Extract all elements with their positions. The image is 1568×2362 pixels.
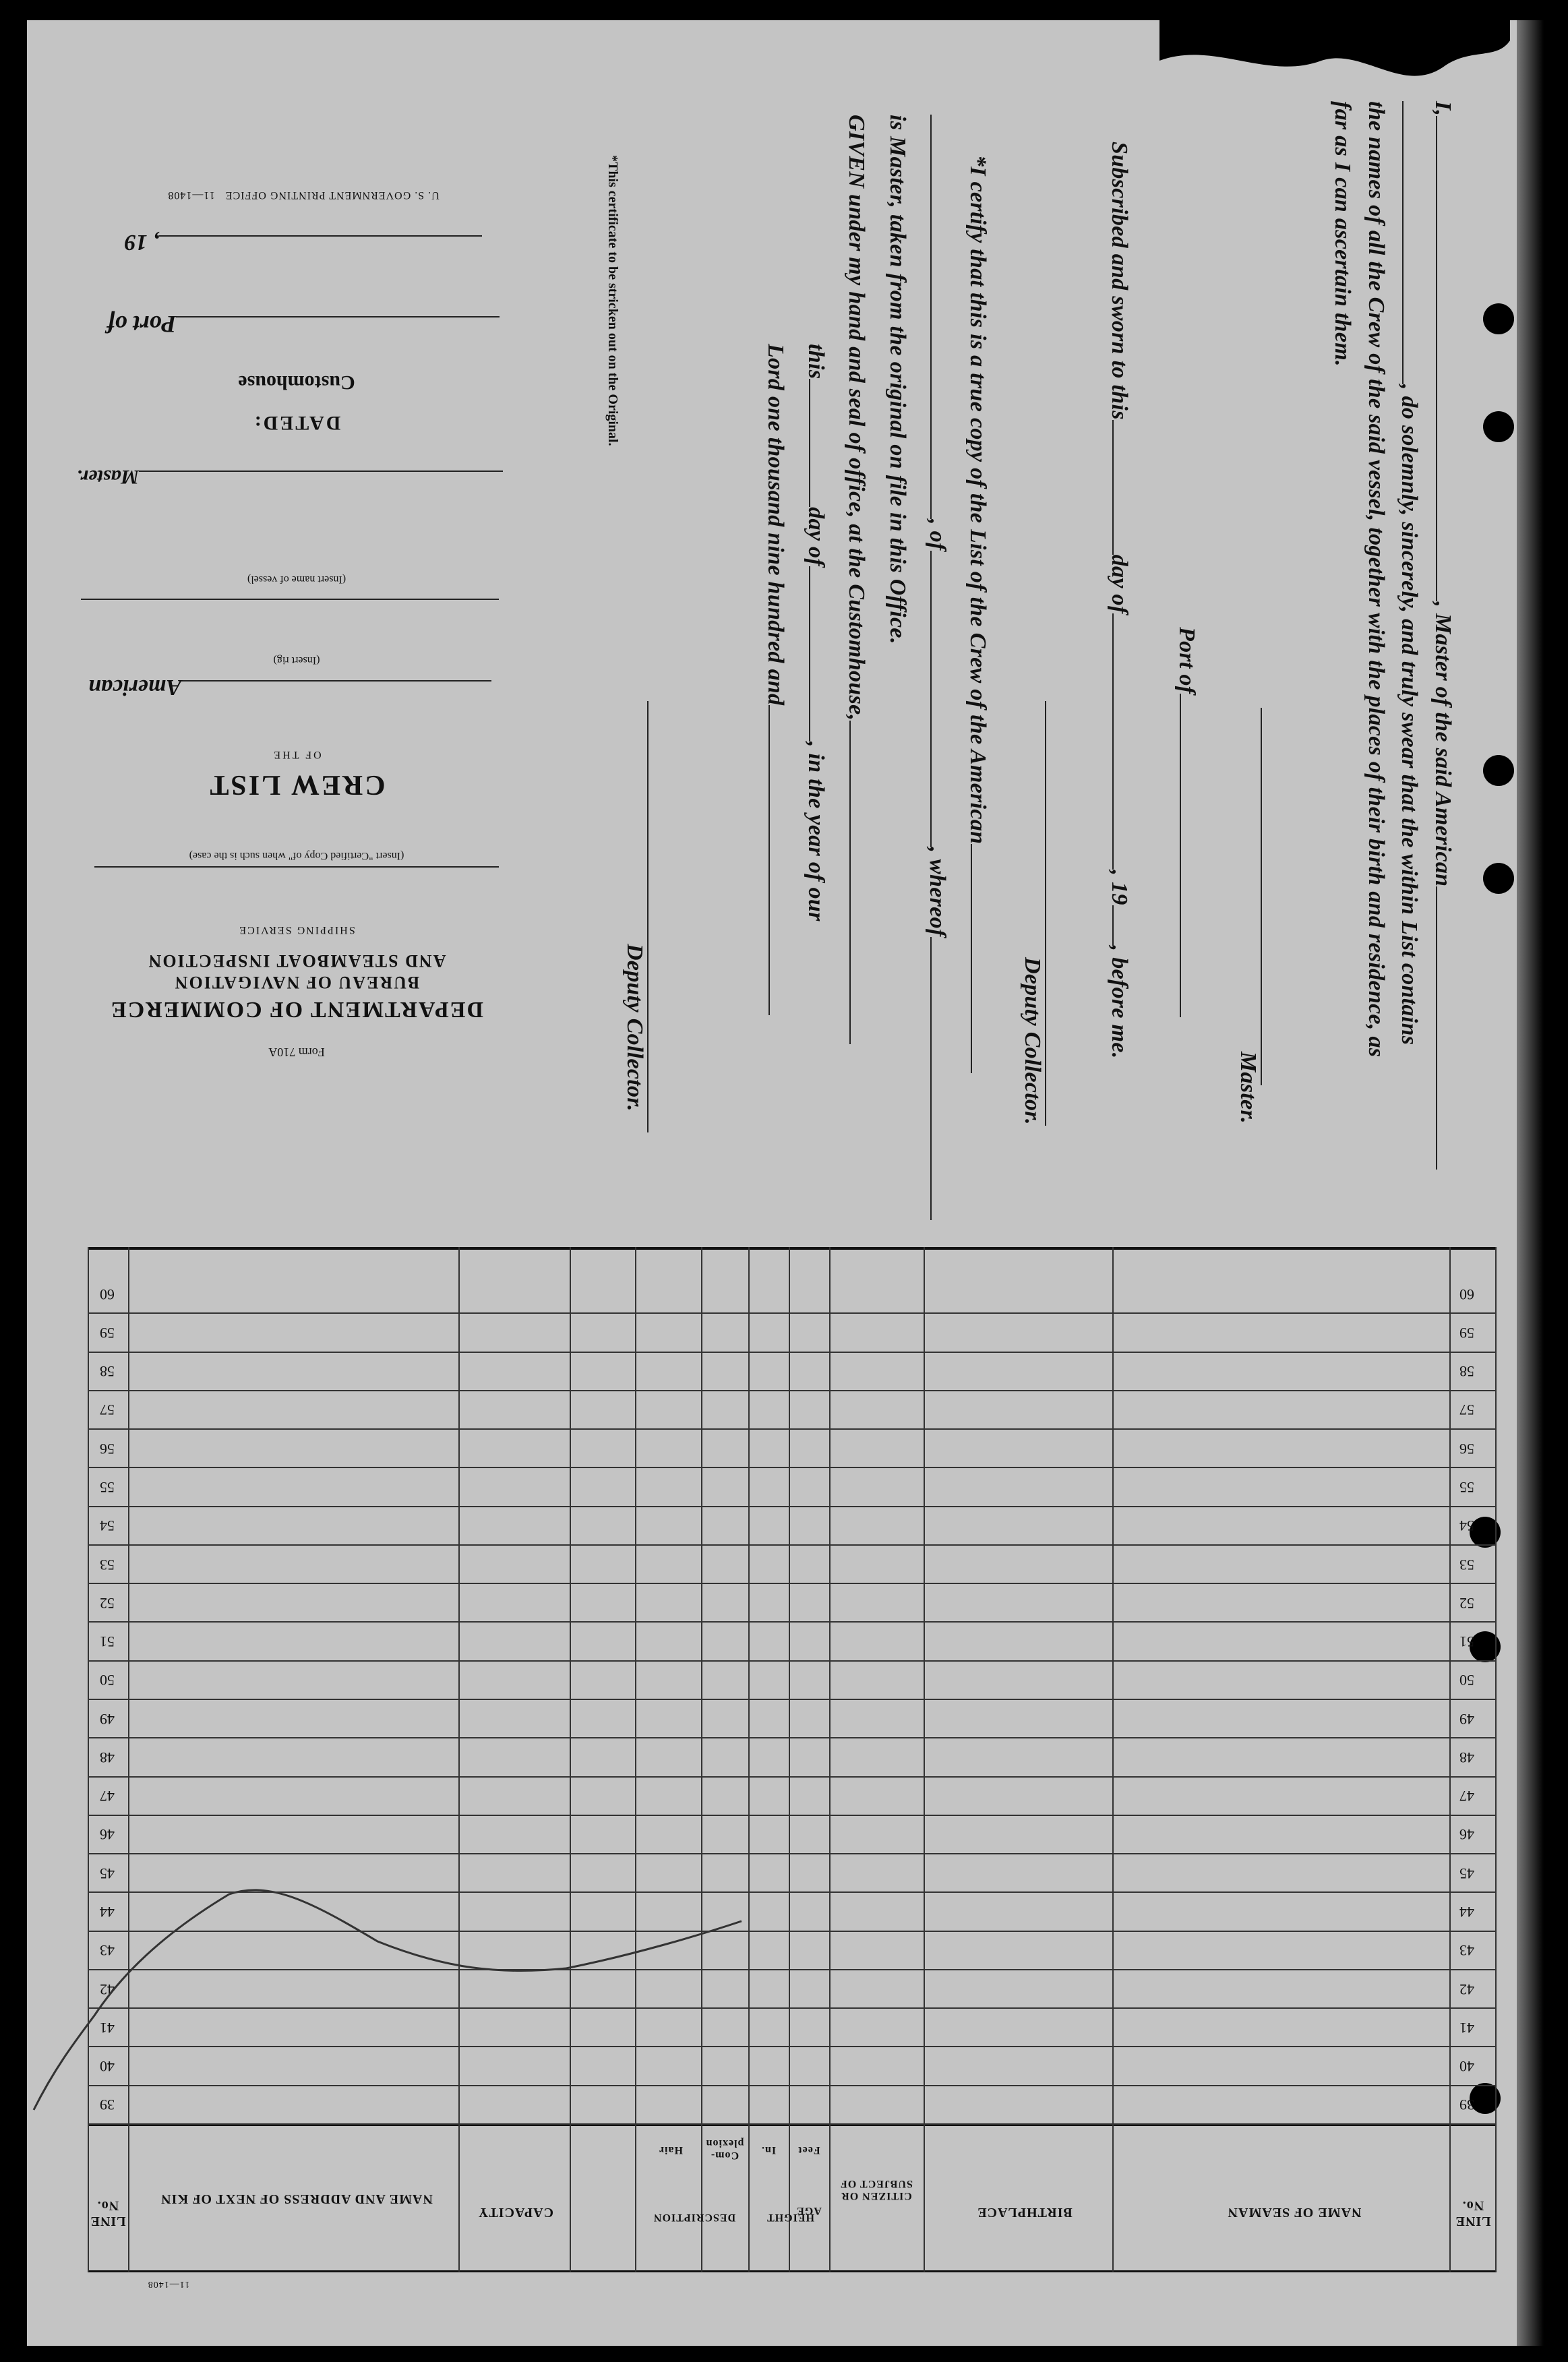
header-citizen: CITIZEN OR SUBJECT OF	[840, 2178, 913, 2202]
row-number: 41	[1459, 2019, 1474, 2036]
is-master-line: is Master, taken from the original on file in this Office.	[885, 115, 910, 644]
row-number: 50	[1459, 1672, 1474, 1689]
cover-insert-vessel: (Insert name of vessel)	[247, 574, 346, 585]
table-row-line	[88, 1776, 1497, 1778]
port-of-line: Port of	[1174, 627, 1200, 1017]
row-number: 52	[1459, 1594, 1474, 1612]
row-number-right: 58	[100, 1363, 115, 1381]
table-row-line	[88, 1544, 1497, 1546]
oath-line-3: the names of all the Crew of the said vessel, together with the places of their birth and residence, as	[1364, 101, 1389, 1058]
header-name-of-seaman: NAME OF SEAMAN	[1227, 2205, 1362, 2220]
row-number-right: 46	[100, 1826, 115, 1844]
row-number-right: 41	[100, 2019, 115, 2036]
cover-master: Master.	[67, 465, 512, 491]
row-number: 57	[1459, 1401, 1474, 1419]
table-row-line	[88, 2123, 1497, 2125]
row-number-right: 57	[100, 1401, 115, 1419]
document-page	[27, 20, 1517, 2346]
row-number: 55	[1459, 1479, 1474, 1496]
footnote: *This certificate to be stricken out on the Original.	[605, 155, 620, 446]
table-row-line	[88, 1352, 1497, 1353]
cover-port-of: Port of	[94, 310, 512, 338]
row-number-right: 60	[100, 1285, 115, 1303]
row-number: 58	[1459, 1363, 1474, 1381]
row-number: 43	[1459, 1942, 1474, 1960]
deputy-collector-1: Deputy Collector.	[1020, 957, 1045, 1125]
row-number-right: 42	[100, 1980, 115, 1998]
row-number: 59	[1459, 1324, 1474, 1341]
table-row-line	[88, 1737, 1497, 1738]
row-number: 45	[1459, 1865, 1474, 1882]
table-row-line	[88, 1428, 1497, 1430]
oath-line-4: far as I can ascertain them.	[1330, 101, 1355, 367]
cover-dept3: AND STEAMBOAT INSPECTION	[147, 951, 446, 971]
table-bottom-code: 11—1408	[147, 2279, 190, 2289]
header-birthplace: BIRTHPLACE	[977, 2205, 1073, 2220]
row-number-right: 56	[100, 1440, 115, 1457]
row-number-right: 39	[100, 2096, 115, 2114]
master-label: Master.	[1236, 1052, 1261, 1124]
row-number: 42	[1459, 1980, 1474, 1998]
table-row-line	[88, 1660, 1497, 1662]
header-feet: Feet	[797, 2144, 820, 2156]
header-capacity: CAPACITY	[477, 2205, 554, 2220]
row-number: 49	[1459, 1710, 1474, 1728]
cover-of-the: OF THE	[272, 749, 322, 760]
binder-hole	[1483, 755, 1514, 786]
header-hair: Hair	[659, 2144, 683, 2156]
row-number: 60	[1459, 1285, 1474, 1303]
oath-line-1: I,, Master of the said American	[1430, 101, 1456, 1170]
row-number: 48	[1459, 1749, 1474, 1766]
cover-customhouse: Customhouse	[238, 371, 355, 394]
this-day-line: thisday of, in the year of our	[804, 344, 828, 921]
row-number-right: 43	[100, 1942, 115, 1960]
row-number: 56	[1459, 1440, 1474, 1457]
row-number: 47	[1459, 1788, 1474, 1805]
row-number-right: 54	[100, 1517, 115, 1535]
header-age: AGE	[796, 2205, 822, 2216]
cover-year: , 19	[94, 229, 512, 255]
table-row-line	[88, 1390, 1497, 1391]
table-row-line	[88, 1506, 1497, 1507]
header-complexion: Com- plexion	[705, 2138, 744, 2161]
cover-certified-line	[81, 863, 512, 886]
subscribed-line: Subscribed and sworn to thisday of, 19, before me.	[1107, 142, 1132, 1059]
row-number-right: 50	[100, 1672, 115, 1689]
table-row-line	[88, 1583, 1497, 1584]
row-number: 46	[1459, 1826, 1474, 1844]
binder-hole	[1483, 303, 1514, 334]
certify-line: *I certify that this is a true copy of the List of the Crew of the American	[965, 155, 991, 1073]
lord-line: Lord one thousand nine hundred and	[762, 344, 789, 1015]
row-number: 39	[1459, 2096, 1474, 2114]
header-line-no-right: LINE No.	[90, 2198, 126, 2229]
binder-hole	[1483, 863, 1514, 894]
header-height: HEIGHT	[766, 2212, 814, 2223]
row-number-right: 59	[100, 1324, 115, 1341]
row-number-right: 47	[100, 1788, 115, 1805]
row-number-right: 52	[100, 1594, 115, 1612]
row-number: 44	[1459, 1904, 1474, 1920]
master-signature-line	[1255, 708, 1281, 1085]
cover-dept1: DEPARTMENT OF COMMERCE	[109, 997, 484, 1022]
table-row-line	[88, 1621, 1497, 1623]
cover-vessel-line	[67, 593, 512, 619]
page-edge	[1517, 20, 1544, 2346]
row-number-right: 51	[100, 1633, 115, 1651]
printing-office: U. S. GOVERNMENT PRINTING OFFICE 11—1408	[167, 189, 440, 201]
cover-insert-rig: (Insert rig)	[273, 655, 320, 666]
binder-hole	[1483, 411, 1514, 442]
row-number-right: 55	[100, 1479, 115, 1496]
header-in: In.	[760, 2144, 777, 2156]
paper-tear	[27, 1840, 768, 2123]
row-number-right: 40	[100, 2058, 115, 2076]
cover-crew-list: CREW LIST	[208, 769, 386, 800]
header-description: DESCRIPTION	[653, 2212, 736, 2223]
table-row-line	[88, 1467, 1497, 1468]
cover-service: SHIPPING SERVICE	[238, 924, 355, 936]
table-row-line	[88, 1699, 1497, 1700]
table-row-line	[88, 1312, 1497, 1314]
cover-form-no: Form 710A	[268, 1046, 325, 1059]
cover-american: American	[67, 674, 512, 700]
row-number-right: 49	[100, 1710, 115, 1728]
cover-dated: DATED:	[252, 412, 341, 434]
oath-line-2: , do solemnly, sincerely, and truly swear that the within List contains	[1396, 101, 1422, 1045]
row-number: 40	[1459, 2058, 1474, 2076]
row-number-right: 48	[100, 1749, 115, 1766]
row-number: 54	[1459, 1517, 1474, 1535]
row-number: 53	[1459, 1556, 1474, 1573]
header-line-no: LINE No.	[1455, 2198, 1491, 2229]
of-whereof-line: , of, whereof	[924, 115, 951, 1220]
given-line: GIVEN under my hand and seal of office, at the Customhouse,	[843, 115, 870, 1044]
deputy-collector-2: Deputy Collector.	[622, 944, 647, 1112]
row-number-right: 45	[100, 1865, 115, 1882]
header-next-of-kin: NAME AND ADDRESS OF NEXT OF KIN	[160, 2191, 433, 2206]
row-number-right: 44	[100, 1904, 115, 1920]
cover-insert-certified: (Insert "Certified Copy of" when such is the case)	[189, 850, 404, 861]
row-number-right: 53	[100, 1556, 115, 1573]
table-row-line	[88, 1815, 1497, 1816]
row-number: 51	[1459, 1633, 1474, 1651]
cover-dept2: BUREAU OF NAVIGATION	[173, 973, 420, 992]
